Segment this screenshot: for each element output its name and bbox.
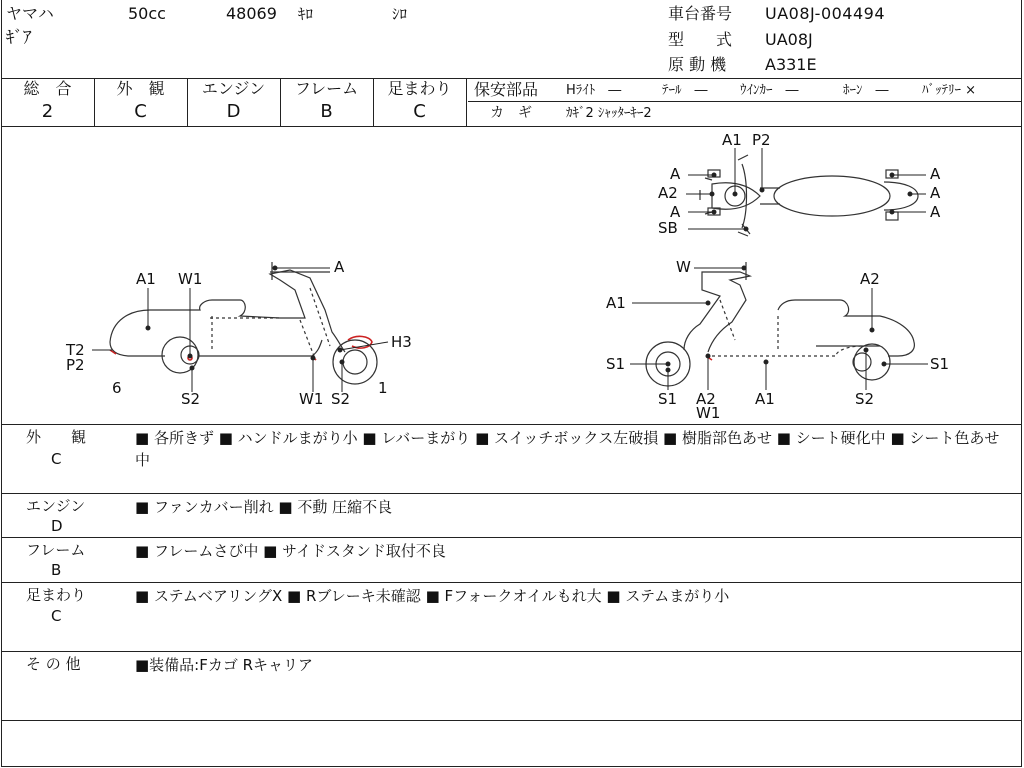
frame-no: UA08J-004494: [765, 4, 886, 23]
diagram-label: W1: [696, 404, 721, 422]
scooter-top-view: [700, 155, 918, 236]
divider: [1, 720, 1022, 721]
diagram-label: P2: [66, 356, 85, 374]
maker: ヤマハ: [6, 4, 54, 23]
diagram-label: W1: [178, 270, 203, 288]
grade-total-label: 総 合: [23, 79, 72, 98]
remark-label: フレーム: [26, 541, 86, 559]
engine: A331E: [765, 55, 817, 74]
type: UA08J: [765, 30, 813, 49]
displacement: 50cc: [128, 4, 166, 23]
remark-label: エンジン: [26, 497, 86, 515]
diagram-label: A2: [696, 390, 716, 408]
divider: [1, 537, 1022, 538]
diagram-label: A: [670, 165, 681, 183]
grade-frame-label: フレーム: [294, 79, 359, 98]
remark-text: ■ 各所きず ■ ハンドルまがり小 ■ レバーまがり ■ スイッチボックス左破損 ■ 樹脂部色あせ ■ シート硬化中 ■ シート色あせ中: [135, 429, 1000, 469]
grade-engine-label: エンジン: [201, 79, 266, 98]
remark-grade: C: [51, 450, 62, 468]
diagram-label: S1: [930, 355, 950, 373]
diagram-label: A1: [722, 131, 742, 149]
diagram-label: S2: [181, 390, 201, 408]
diagram-label: 1: [378, 379, 388, 397]
diagram-label: A: [930, 184, 941, 202]
model-name: ｷﾞｱ: [6, 28, 32, 48]
remark-grade: B: [51, 561, 62, 579]
key-label: カ ギ: [490, 105, 532, 121]
diagram-label: A: [334, 258, 345, 276]
diagram-label: H3: [391, 333, 412, 351]
remark-label: そ の 他: [26, 655, 81, 673]
type-label: 型 式: [668, 30, 733, 49]
diagram-label: A: [930, 165, 941, 183]
remark-label: 外 観: [26, 428, 87, 446]
grade-exterior-value: C: [134, 101, 147, 122]
diagram-label: 6: [112, 379, 122, 397]
divider: [1, 493, 1022, 494]
diagram-label: S1: [606, 355, 626, 373]
diagram-label: S2: [855, 390, 875, 408]
diagram-label: W: [676, 258, 691, 276]
remark-text: ■ フレームさび中 ■ サイドスタンド取付不良: [135, 542, 446, 560]
diagram-label: A: [930, 203, 941, 221]
safety-label: 保安部品: [474, 80, 539, 99]
diagram-label: W1: [299, 390, 324, 408]
diagram-label: S1: [658, 390, 678, 408]
safety-winker: ｳｲﾝｶｰ ―: [740, 83, 799, 98]
divider: [466, 78, 467, 126]
safety-horn: ﾎｰﾝ ―: [843, 83, 889, 98]
divider: [1, 424, 1022, 425]
diagram-label: SB: [658, 219, 678, 237]
diagram-label: T2: [66, 341, 85, 359]
remark-text: ■ ステムベアリングX ■ Rブレーキ未確認 ■ Fフォークオイルもれ大 ■ ステムまがり小: [135, 587, 730, 605]
safety-battery: ﾊﾞｯﾃﾘｰ ×: [922, 83, 977, 98]
divider: [1, 651, 1022, 652]
engine-label: 原 動 機: [668, 55, 727, 74]
divider: [468, 101, 1022, 102]
mileage-unit: ｷﾛ: [298, 5, 314, 23]
grade-suspension-label: 足まわり: [387, 79, 452, 98]
diagram-label: A2: [658, 184, 678, 202]
remark-text: ■装備品:Fカゴ Rキャリア: [135, 656, 314, 674]
mileage: 48069: [226, 4, 277, 23]
diagram-label: A1: [606, 294, 626, 312]
frame-no-label: 車台番号: [668, 4, 733, 23]
grade-exterior-label: 外 観: [116, 79, 165, 98]
diagram-label: A1: [136, 270, 156, 288]
remark-label: 足まわり: [26, 586, 87, 604]
remark-grade: D: [51, 517, 63, 535]
safety-taillight: ﾃｰﾙ ―: [662, 83, 708, 98]
color: ｼﾛ: [392, 5, 408, 23]
remark-grade: C: [51, 607, 62, 625]
grade-total-value: 2: [41, 101, 54, 122]
diagram-label: P2: [752, 131, 771, 149]
diagram-label: S2: [331, 390, 351, 408]
grade-suspension-value: C: [413, 101, 426, 122]
diagram-label: A: [670, 203, 681, 221]
remark-text: ■ ファンカバー削れ ■ 不動 圧縮不良: [135, 498, 393, 516]
diagram-label: A1: [755, 390, 775, 408]
diagram-label: A2: [860, 270, 880, 288]
grade-engine-value: D: [226, 101, 241, 122]
safety-headlight: Hﾗｲﾄ ―: [566, 83, 622, 98]
grade-frame-value: B: [320, 101, 333, 122]
divider: [1, 582, 1022, 583]
key-value: ｶｷﾞ2 ｼｬｯﾀｰｷｰ2: [566, 106, 652, 121]
